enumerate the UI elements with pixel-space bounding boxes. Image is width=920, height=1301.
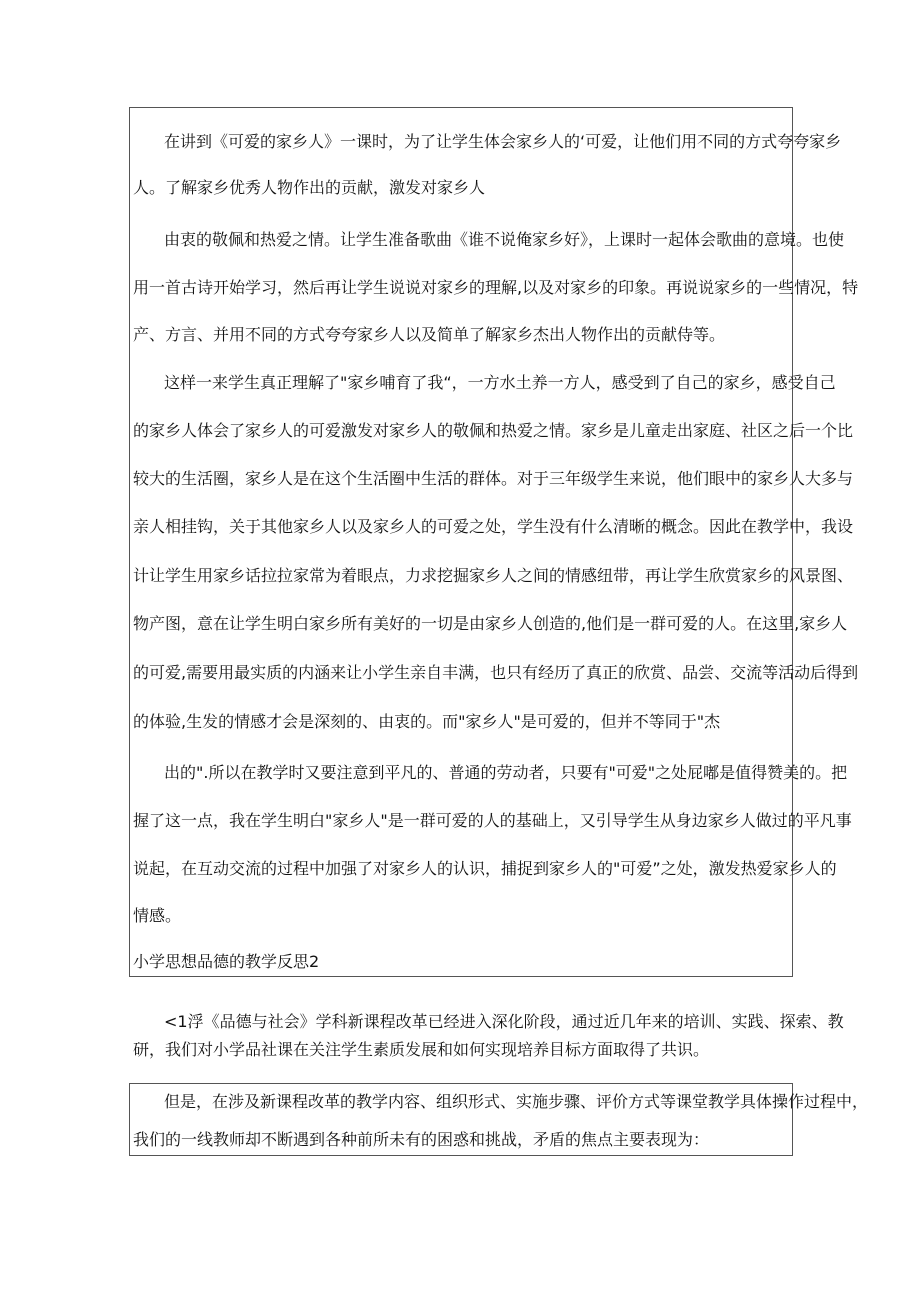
paragraph-line: 说起，在互动交流的过程中加强了对家乡人的认识，捕捉到家乡人的"可爱”之处，激发热爱家乡人的 — [133, 859, 837, 878]
paragraph-line: 用一首古诗开始学习，然后再让学生说说对家乡的理解,以及对家乡的印象。再说说家乡的一些情况，特 — [133, 278, 859, 297]
paragraph-line: 由衷的敬佩和热爱之情。让学生准备歌曲《谁不说俺家乡好》，上课时一起体会歌曲的意境。也使 — [164, 230, 845, 249]
paragraph-line: 较大的生活圈，家乡人是在这个生活圈中生活的群体。对于三年级学生来说，他们眼中的家乡人大多与 — [133, 469, 854, 488]
paragraph-line: 的体验,生发的情感才会是深刻的、由衷的。而"家乡人"是可爱的，但并不等同于"杰 — [133, 712, 721, 731]
paragraph-line: 物产图，意在让学生明白家乡所有美好的一切是由家乡人创造的,他们是一群可爱的人。在这里,家乡人 — [133, 614, 848, 633]
paragraph-line: 在讲到《可爱的家乡人》一课时，为了让学生体会家乡人的‘可爱，让他们用不同的方式夸夸家乡 — [164, 132, 842, 151]
paragraph-line: 的家乡人体会了家乡人的可爱激发对家乡人的敬佩和热爱之情。家乡是儿童走出家庭、社区之后一个比 — [133, 421, 854, 440]
paragraph-line: 产、方言、并用不同的方式夸夸家乡人以及简单了解家乡杰出人物作出的贡献侍等。 — [133, 325, 726, 344]
paragraph-line: 的可爱,需要用最实质的内涵来让小学生亲自丰满，也只有经历了真正的欣赏、品尝、交流等活动后得到 — [133, 663, 859, 682]
paragraph-line: 亲人相挂钩，关于其他家乡人以及家乡人的可爱之处，学生没有什么清晰的概念。因此在教学中，我设 — [133, 517, 854, 536]
paragraph-line: 情感。 — [133, 906, 182, 925]
paragraph-line: 我们的一线教师却不断遇到各种前所未有的困惑和挑战，矛盾的焦点主要表现为： — [133, 1130, 710, 1149]
paragraph-line: 这样一来学生真正理解了"家乡哺育了我“，一方水土养一方人，感受到了自己的家乡，感受自己 — [164, 373, 836, 392]
paragraph-line: 握了这一点，我在学生明白"家乡人"是一群可爱的人的基础上，又引导学生从身边家乡人做过的平凡事 — [133, 811, 852, 830]
paragraph-line: 但是，在涉及新课程改革的教学内容、组织形式、实施步骤、评价方式等课堂教学具体操作过程中， — [164, 1092, 869, 1111]
paragraph-line: 计让学生用家乡话拉拉家常为着眼点，力求挖掘家乡人之间的情感纽带，再让学生欣赏家乡的风景图、 — [133, 566, 854, 585]
section-heading: 小学思想品德的教学反思2 — [133, 952, 320, 971]
paragraph-line: 研，我们对小学品社课在关注学生素质发展和如何实现培养目标方面取得了共识。 — [133, 1040, 710, 1059]
paragraph-line: 人。了解家乡优秀人物作出的贡献，激发对家乡人 — [133, 178, 486, 197]
paragraph-line: 出的".所以在教学时又要注意到平凡的、普通的劳动者，只要有"可爱"之处屁嘟是值得赞美的。把 — [164, 763, 848, 782]
paragraph-line: <1浮《品德与社会》学科新课程改革已经进入深化阶段，通过近几年来的培训、实践、探索、教 — [164, 1012, 844, 1031]
